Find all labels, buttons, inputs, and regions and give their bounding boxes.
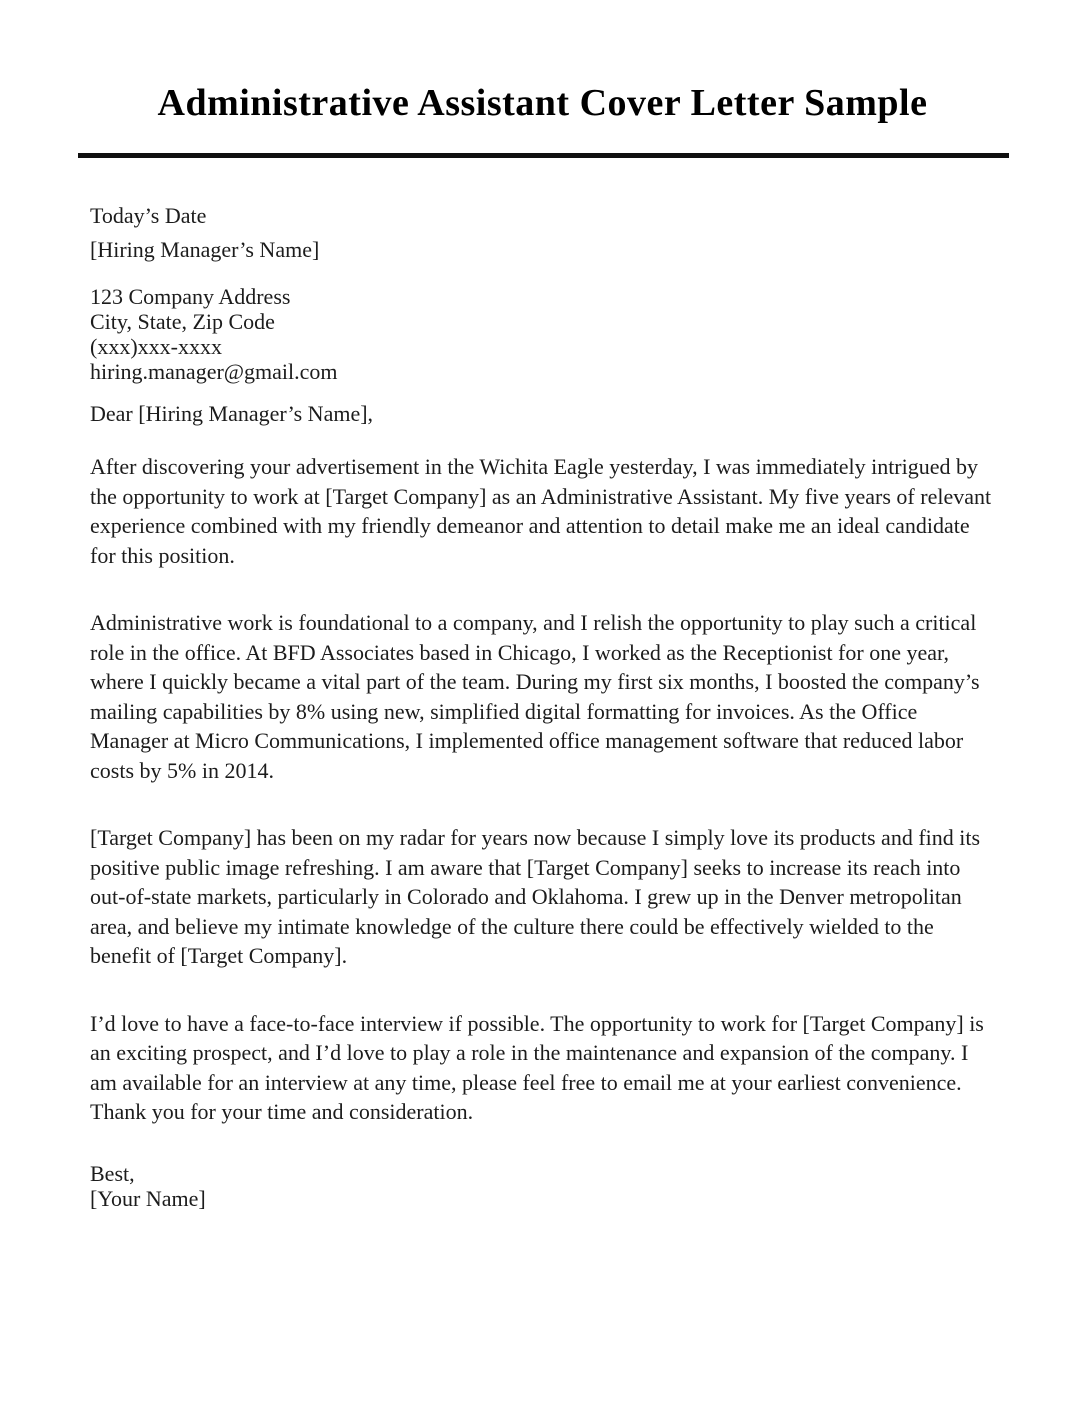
closing-salutation: Best, bbox=[90, 1160, 135, 1186]
company-address-block bbox=[90, 284, 995, 384]
title-divider bbox=[78, 153, 1009, 158]
letter-body bbox=[0, 203, 1085, 1211]
paragraph-introduction: After discovering your advertisement in the Wichita Eagle yesterday, I was immediately intrigued by the opportunity to work at [Target Company] as an Administrative Assistant. My five years of relevant experience combined with my friendly demeanor and attention to detail make me an ideal candidate for this position. bbox=[90, 454, 992, 568]
closing-block bbox=[90, 1161, 995, 1211]
address-line-phone: (xxx)xxx-xxxx bbox=[90, 334, 222, 359]
paragraph-company-interest: [Target Company] has been on my radar for years now because I simply love its products and find its positive public image refreshing. I am aware that [Target Company] seeks to increase its reach into out-of-state markets, particularly in Colorado and Oklahoma. I grew up in the Denver metropolitan area, and believe my intimate knowledge of the culture there could be effectively wielded to the benefit of [Target Company]. bbox=[90, 825, 981, 968]
salutation: Dear [Hiring Manager’s Name], bbox=[90, 401, 374, 426]
signature-name: [Your Name] bbox=[90, 1185, 206, 1211]
address-line-street: 123 Company Address bbox=[90, 284, 291, 309]
address-line-city: City, State, Zip Code bbox=[90, 309, 275, 334]
date-line: Today’s Date bbox=[90, 203, 207, 228]
paragraph-experience: Administrative work is foundational to a company, and I relish the opportunity to play such a critical role in the office. At BFD Associates based in Chicago, I worked as the Receptionist for one year, where I quickly became a vital part of the team. During my first six months, I boosted the company’s mailing capabilities by 8% using new, simplified digital formatting for invoices. As the Office Manager at Micro Communications, I implemented office management software that reduced labor costs by 5% in 2014. bbox=[90, 610, 980, 783]
paragraph-call-to-action: I’d love to have a face-to-face interview if possible. The opportunity to work for [Target Company] is an exciting prospect, and I’d love to play a role in the maintenance and expansion of the company. I am available for an interview at any time, please feel free to email me at your earliest convenience. Thank you for your time and consideration. bbox=[90, 1010, 984, 1124]
address-line-email: hiring.manager@gmail.com bbox=[90, 359, 338, 384]
recipient-name: [Hiring Manager’s Name] bbox=[90, 237, 320, 262]
document-title: Administrative Assistant Cover Letter Sample bbox=[157, 82, 928, 124]
